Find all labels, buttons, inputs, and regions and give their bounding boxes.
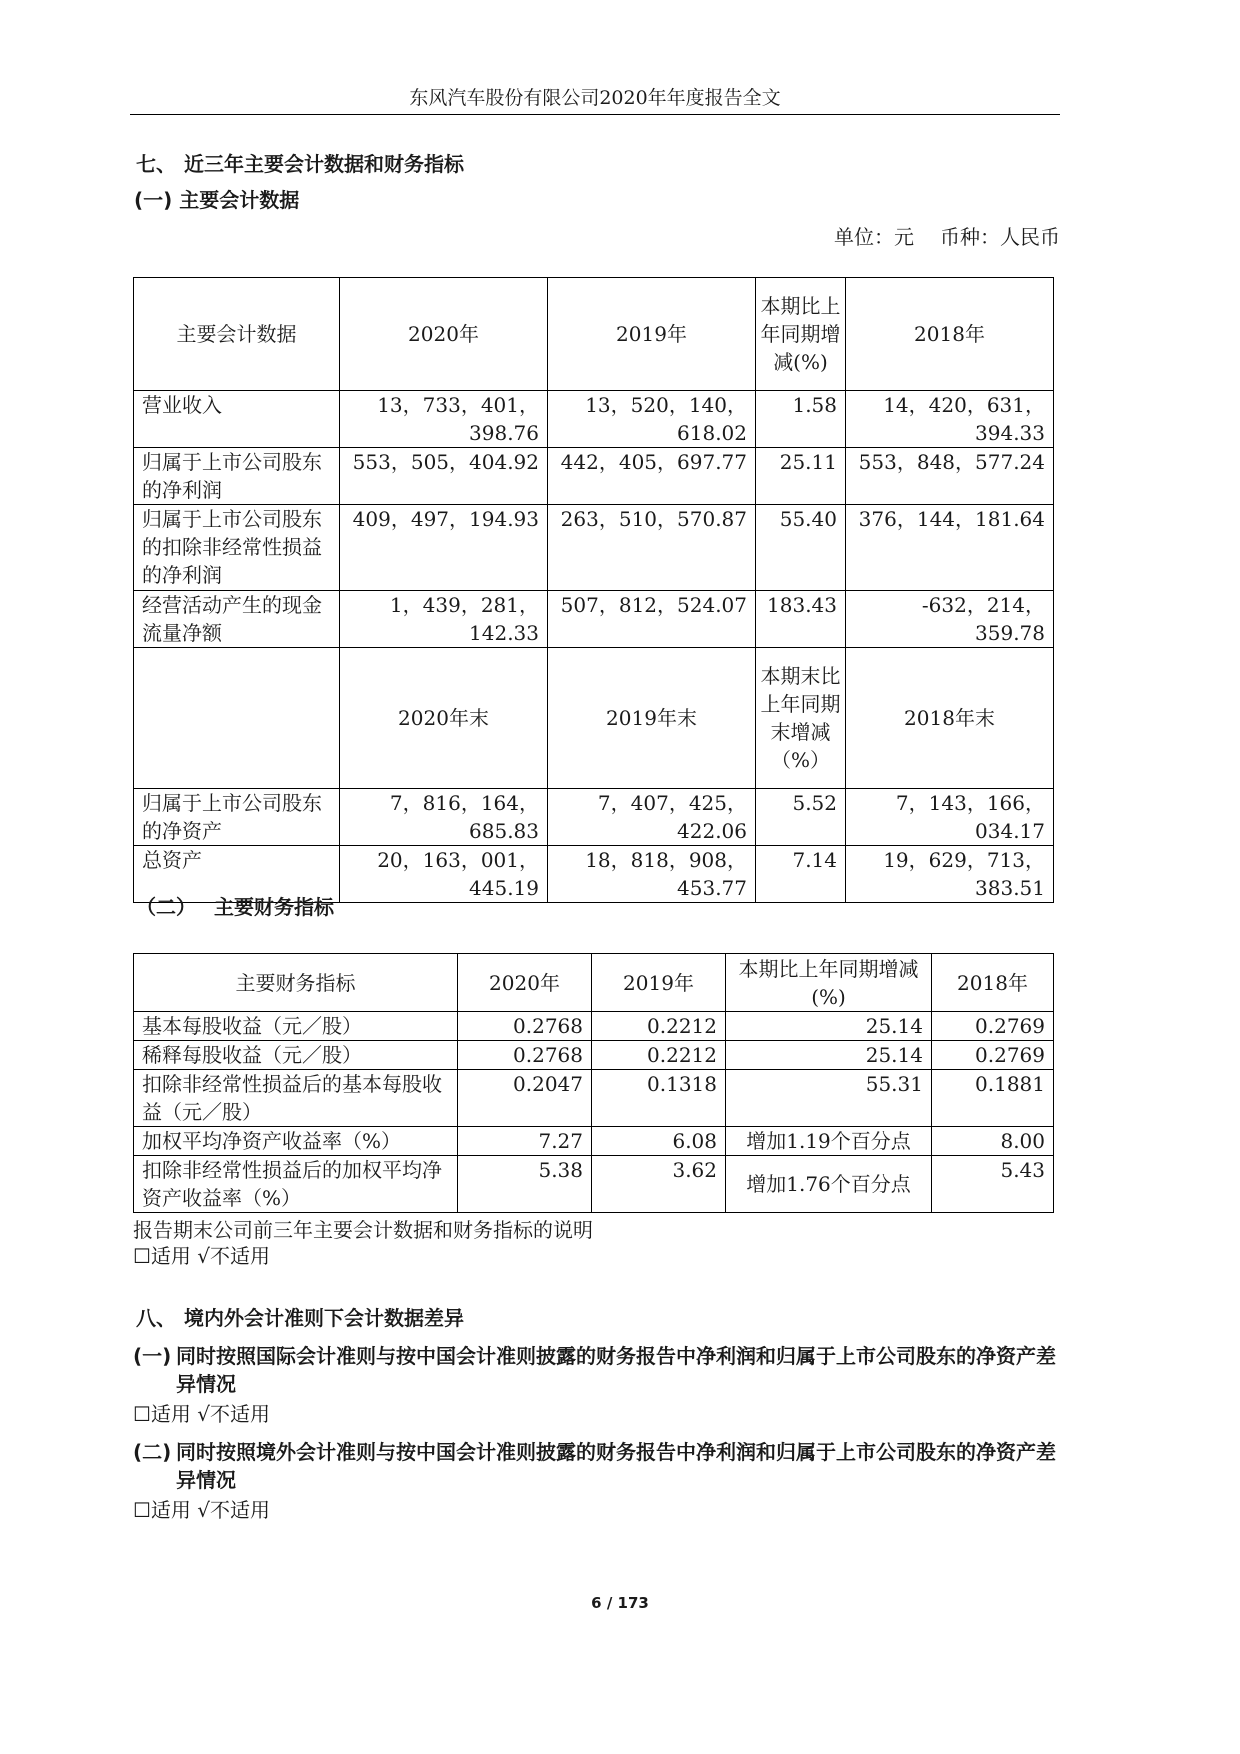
value-cell: 0.1881 — [932, 1070, 1054, 1127]
section-7-number: 七、 — [136, 152, 176, 176]
row-label: 扣除非经常性损益后的基本每股收益（元／股） — [134, 1070, 458, 1127]
value-cell: 0.1318 — [592, 1070, 726, 1127]
subsection-8-1-options: ☐适用 √不适用 — [133, 1402, 271, 1426]
value-cell: -632，214，359.78 — [846, 591, 1054, 648]
value-cell: 0.2768 — [458, 1012, 592, 1041]
page-number: 6 / 173 — [591, 1594, 649, 1612]
row-label: 营业收入 — [134, 391, 340, 448]
value-cell: 553，848，577.24 — [846, 448, 1054, 505]
subsection-7-2-label: （二） — [136, 895, 196, 919]
header-cell: 2018年 — [932, 954, 1054, 1012]
section-7-title: 近三年主要会计数据和财务指标 — [184, 152, 464, 176]
header-cell: 2018年 — [846, 278, 1054, 391]
table-row — [134, 789, 1054, 846]
table-row — [134, 1070, 1054, 1127]
row-label: 稀释每股收益（元／股） — [134, 1041, 458, 1070]
table-row — [134, 1012, 1054, 1041]
table-row — [134, 1041, 1054, 1070]
subsection-7-1-title: (一) 主要会计数据 — [134, 188, 300, 212]
value-cell: 507，812，524.07 — [548, 591, 756, 648]
row-label: 归属于上市公司股东的净利润 — [134, 448, 340, 505]
subsection-7-2-title: 主要财务指标 — [214, 895, 334, 919]
header-cell: 2019年 — [548, 278, 756, 391]
subsection-8-1-text: 同时按照国际会计准则与按中国会计准则披露的财务报告中净利润和归属于上市公司股东的净资产差异情况 — [176, 1344, 1056, 1396]
subsection-8-2-options: ☐适用 √不适用 — [133, 1498, 271, 1522]
value-cell: 25.14 — [726, 1012, 932, 1041]
value-cell: 183.43 — [756, 591, 846, 648]
value-cell: 7，407，425，422.06 — [548, 789, 756, 846]
value-cell: 18，818，908，453.77 — [548, 846, 756, 903]
subsection-7-2-heading — [136, 893, 334, 921]
value-cell: 7.27 — [458, 1127, 592, 1156]
page-header: 东风汽车股份有限公司2020年年度报告全文 — [409, 87, 781, 109]
header-cell: 主要会计数据 — [134, 278, 340, 391]
header-cell: 2020年 — [340, 278, 548, 391]
value-cell: 5.38 — [458, 1156, 592, 1213]
row-label: 归属于上市公司股东的净资产 — [134, 789, 340, 846]
value-cell: 7，143，166，034.17 — [846, 789, 1054, 846]
value-cell: 409，497，194.93 — [340, 505, 548, 591]
header-cell: 本期末比上年同期末增减（%） — [756, 648, 846, 789]
header-cell — [134, 648, 340, 789]
subsection-8-2 — [133, 1438, 1058, 1494]
table-header-row — [134, 278, 1054, 391]
table-row — [134, 505, 1054, 591]
table-row — [134, 448, 1054, 505]
section-8-title: 境内外会计准则下会计数据差异 — [184, 1306, 464, 1330]
value-cell: 25.14 — [726, 1041, 932, 1070]
note-title: 报告期末公司前三年主要会计数据和财务指标的说明 — [133, 1218, 593, 1242]
value-cell: 5.52 — [756, 789, 846, 846]
value-cell: 20，163，001，445.19 — [340, 846, 548, 903]
value-cell: 14，420，631，394.33 — [846, 391, 1054, 448]
value-cell: 0.2769 — [932, 1041, 1054, 1070]
table-row — [134, 1127, 1054, 1156]
unit-line — [834, 221, 1060, 250]
value-cell: 55.40 — [756, 505, 846, 591]
value-cell: 13，733，401，398.76 — [340, 391, 548, 448]
value-cell: 55.31 — [726, 1070, 932, 1127]
note-options: ☐适用 √不适用 — [133, 1244, 271, 1268]
header-cell: 2019年末 — [548, 648, 756, 789]
value-cell: 增加1.76个百分点 — [726, 1156, 932, 1213]
value-cell: 7.14 — [756, 846, 846, 903]
header-cell: 2020年末 — [340, 648, 548, 789]
value-cell: 8.00 — [932, 1127, 1054, 1156]
table-header-row — [134, 648, 1054, 789]
header-cell: 2019年 — [592, 954, 726, 1012]
row-label: 总资产 — [134, 846, 340, 903]
value-cell: 0.2768 — [458, 1041, 592, 1070]
value-cell: 19，629，713，383.51 — [846, 846, 1054, 903]
financial-indicators-table — [133, 953, 1054, 1213]
section-8-number: 八、 — [136, 1306, 176, 1330]
row-label: 扣除非经常性损益后的加权平均净资产收益率（%） — [134, 1156, 458, 1213]
section-8-heading — [136, 1304, 464, 1332]
value-cell: 263，510，570.87 — [548, 505, 756, 591]
value-cell: 1，439，281，142.33 — [340, 591, 548, 648]
subsection-8-1 — [133, 1342, 1058, 1398]
subsection-8-2-text: 同时按照境外会计准则与按中国会计准则披露的财务报告中净利润和归属于上市公司股东的净资产差异情况 — [176, 1440, 1056, 1492]
value-cell: 376，144，181.64 — [846, 505, 1054, 591]
header-cell: 主要财务指标 — [134, 954, 458, 1012]
header-cell: 本期比上年同期增减(%) — [756, 278, 846, 391]
subsection-8-2-label: (二) — [133, 1440, 172, 1464]
row-label: 基本每股收益（元／股） — [134, 1012, 458, 1041]
value-cell: 增加1.19个百分点 — [726, 1127, 932, 1156]
header-cell: 2018年末 — [846, 648, 1054, 789]
table-header-row — [134, 954, 1054, 1012]
subsection-8-1-label: (一) — [133, 1344, 172, 1368]
section-7-heading — [136, 150, 464, 178]
currency-label: 币种：人民币 — [940, 225, 1060, 249]
header-cell: 本期比上年同期增减(%) — [726, 954, 932, 1012]
value-cell: 13，520，140，618.02 — [548, 391, 756, 448]
accounting-data-table — [133, 277, 1054, 903]
table-row — [134, 1156, 1054, 1213]
value-cell: 1.58 — [756, 391, 846, 448]
value-cell: 25.11 — [756, 448, 846, 505]
table-row — [134, 591, 1054, 648]
unit-label: 单位：元 — [834, 225, 914, 249]
table-row — [134, 391, 1054, 448]
value-cell: 0.2047 — [458, 1070, 592, 1127]
value-cell: 0.2212 — [592, 1012, 726, 1041]
value-cell: 3.62 — [592, 1156, 726, 1213]
row-label: 归属于上市公司股东的扣除非经常性损益的净利润 — [134, 505, 340, 591]
value-cell: 553，505，404.92 — [340, 448, 548, 505]
value-cell: 0.2769 — [932, 1012, 1054, 1041]
value-cell: 6.08 — [592, 1127, 726, 1156]
value-cell: 7，816，164，685.83 — [340, 789, 548, 846]
row-label: 经营活动产生的现金流量净额 — [134, 591, 340, 648]
value-cell: 0.2212 — [592, 1041, 726, 1070]
value-cell: 5.43 — [932, 1156, 1054, 1213]
value-cell: 442，405，697.77 — [548, 448, 756, 505]
header-rule — [130, 114, 1060, 115]
row-label: 加权平均净资产收益率（%） — [134, 1127, 458, 1156]
header-cell: 2020年 — [458, 954, 592, 1012]
